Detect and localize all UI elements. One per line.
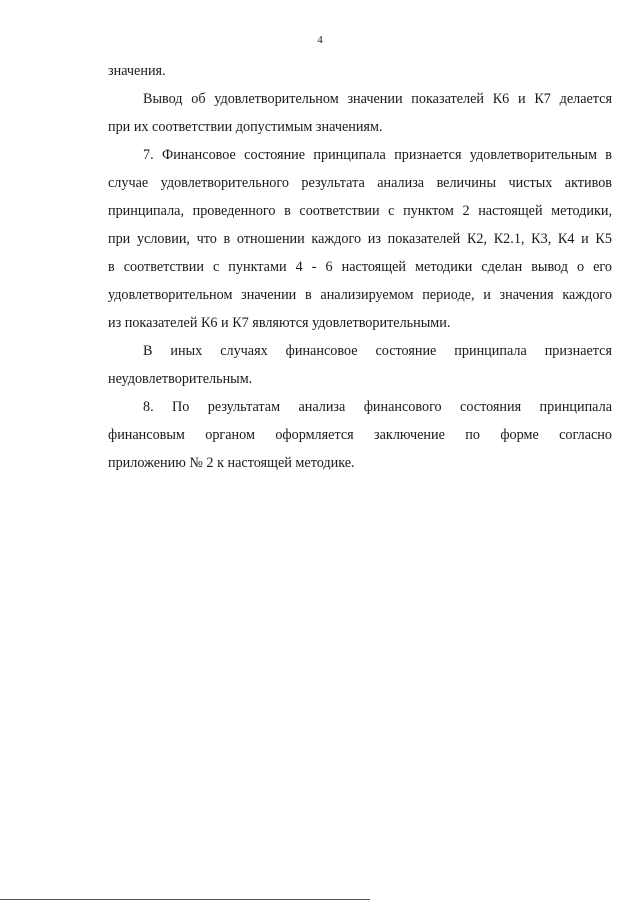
paragraph-other-cases xyxy=(108,337,612,393)
paragraph-item-7 xyxy=(108,141,612,337)
document-body xyxy=(108,57,612,477)
text-line: 7. Финансовое состояние принципала признается удовлетворительным в xyxy=(143,147,612,163)
text-line: финансовым органом оформляется заключение по форме согласно xyxy=(108,427,612,443)
paragraph-continuation xyxy=(108,57,612,85)
text-line: неудовлетворительным. xyxy=(108,371,253,387)
text-line: принципала, проведенного в соответствии с пунктом 2 настоящей методики, xyxy=(108,203,612,219)
text-line: значения. xyxy=(108,63,166,79)
paragraph-conclusion-k6-k7 xyxy=(108,85,612,141)
footer-rule xyxy=(0,899,370,900)
text-line: при их соответствии допустимым значениям. xyxy=(108,119,383,135)
text-line: приложению № 2 к настоящей методике. xyxy=(108,455,355,471)
text-line: в соответствии с пунктами 4 - 6 настоящей методики сделан вывод о его xyxy=(108,259,612,275)
text-line: 8. По результатам анализа финансового состояния принципала xyxy=(143,399,612,415)
text-line: Вывод об удовлетворительном значении показателей К6 и К7 делается xyxy=(143,91,612,107)
text-line: при условии, что в отношении каждого из показателей К2, К2.1, К3, К4 и К5 xyxy=(108,231,612,247)
text-line: случае удовлетворительного результата анализа величины чистых активов xyxy=(108,175,612,191)
text-line: удовлетворительном значении в анализируемом периоде, и значения каждого xyxy=(108,287,612,303)
text-line: В иных случаях финансовое состояние принципала признается xyxy=(143,343,612,359)
paragraph-item-8 xyxy=(108,393,612,477)
page-number: 4 xyxy=(317,34,323,46)
text-line: из показателей К6 и К7 являются удовлетворительными. xyxy=(108,315,451,331)
